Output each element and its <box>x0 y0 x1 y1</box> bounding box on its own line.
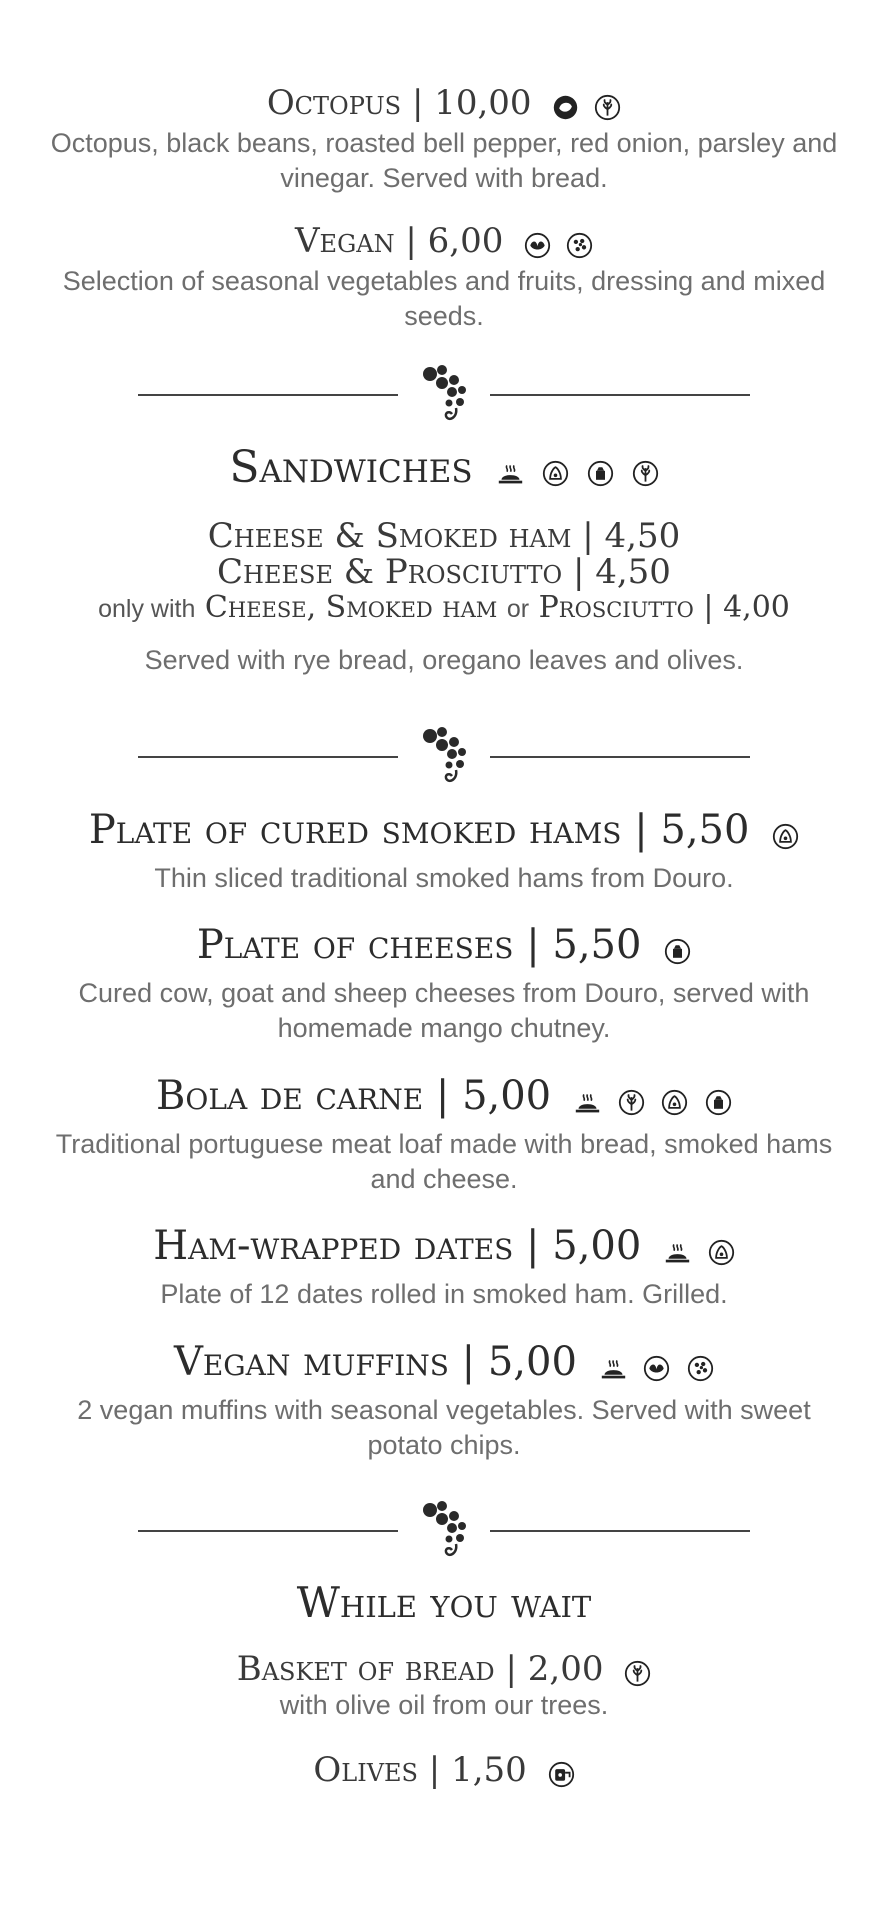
item-name: Cheese, Smoked ham <box>204 589 498 625</box>
separator: | <box>401 83 435 123</box>
option-prefix: only with <box>98 594 196 623</box>
allergen-icons <box>493 449 659 493</box>
mollusc-icon <box>552 94 579 121</box>
gluten-icon <box>618 1089 645 1116</box>
item-price: 2,00 <box>527 1649 604 1689</box>
divider-line <box>490 394 750 396</box>
gluten-icon <box>624 1660 651 1687</box>
item-title <box>0 1073 888 1119</box>
item-description: Octopus, black beans, roasted bell pepper, red onion, parsley and vinegar. Served with bread. <box>50 128 838 193</box>
meat-icon <box>542 460 569 487</box>
separator: | <box>394 221 428 261</box>
item-name: Plate of cheeses <box>196 922 514 968</box>
seeds-icon <box>566 232 593 259</box>
item-description: Served with rye bread, oregano leaves and olives. <box>144 644 744 675</box>
menu-item-smoked-hams <box>0 807 888 896</box>
item-price: 1,50 <box>451 1750 527 1790</box>
divider-line <box>138 394 398 396</box>
item-price: 4,50 <box>595 551 671 592</box>
divider-line <box>138 756 398 758</box>
hot-dish-icon <box>664 1239 691 1266</box>
menu-item-ham-wrapped-dates <box>0 1223 888 1312</box>
sandwich-option <box>0 589 888 625</box>
olive-icon <box>548 1761 575 1788</box>
item-name: Cheese & Prosciutto <box>217 551 563 592</box>
item-title <box>0 807 888 853</box>
item-price: 5,50 <box>660 807 750 853</box>
separator: | <box>513 922 553 968</box>
separator: | <box>423 1073 463 1119</box>
section-divider <box>0 1496 888 1566</box>
hot-dish-icon <box>600 1355 627 1382</box>
item-description: Selection of seasonal vegetables and fruits, dressing and mixed seeds. <box>62 266 826 331</box>
section-divider <box>0 722 888 792</box>
item-price: 5,00 <box>487 1339 577 1385</box>
gluten-icon <box>632 460 659 487</box>
item-name: Cheese & Smoked ham <box>207 515 572 556</box>
cheese-icon <box>664 938 691 965</box>
separator: | <box>448 1339 488 1385</box>
item-description: with olive oil from our trees. <box>279 1690 609 1720</box>
grapes-ornament-icon <box>412 360 476 430</box>
separator: | <box>513 1223 553 1269</box>
section-title <box>0 442 888 493</box>
cheese-icon <box>705 1089 732 1116</box>
section-title: While you wait <box>296 1578 592 1627</box>
item-price: 6,00 <box>427 221 504 261</box>
allergen-icons <box>544 1755 575 1789</box>
item-name: Bola de carne <box>156 1073 424 1119</box>
option-or: or <box>506 594 530 623</box>
divider-line <box>490 756 750 758</box>
meat-icon <box>708 1239 735 1266</box>
separator: | <box>621 807 661 853</box>
allergen-icons <box>596 1345 714 1385</box>
item-price: 5,00 <box>462 1073 552 1119</box>
separator: | <box>571 515 605 556</box>
item-name: Basket of bread <box>236 1649 495 1689</box>
item-name: Octopus <box>266 83 402 123</box>
item-description: Plate of 12 dates rolled in smoked ham. Grilled. <box>160 1279 728 1309</box>
sandwich-option <box>0 515 888 556</box>
section-title-text: Sandwiches <box>229 442 473 493</box>
sandwich-option <box>0 551 888 592</box>
item-price: 5,00 <box>552 1223 642 1269</box>
item-name: Ham-wrapped dates <box>153 1223 514 1269</box>
allergen-icons <box>768 813 799 853</box>
separator: | <box>693 589 724 625</box>
allergen-icons <box>620 1654 651 1688</box>
section-while-you-wait <box>0 1578 888 1790</box>
allergen-icons <box>660 1229 735 1269</box>
vegan-icon <box>524 232 551 259</box>
separator: | <box>494 1649 528 1689</box>
grapes-ornament-icon <box>412 722 476 792</box>
item-name: Vegan <box>295 221 395 261</box>
item-title <box>0 221 888 261</box>
allergen-icons <box>548 88 621 122</box>
item-description: Thin sliced traditional smoked hams from Douro. <box>154 863 734 893</box>
section-sandwiches <box>0 442 888 678</box>
gluten-icon <box>594 94 621 121</box>
item-price: 4,00 <box>723 589 790 625</box>
seeds-icon <box>687 1355 714 1382</box>
meat-icon <box>661 1089 688 1116</box>
menu-item-vegan-muffins <box>0 1339 888 1463</box>
item-title <box>0 1223 888 1269</box>
item-description: Traditional portuguese meat loaf made with bread, smoked hams and cheese. <box>55 1129 833 1194</box>
cheese-icon <box>587 460 614 487</box>
allergen-icons <box>660 928 691 968</box>
item-description: 2 vegan muffins with seasonal vegetables. Served with sweet potato chips. <box>77 1395 811 1460</box>
menu-item-vegan <box>0 221 888 334</box>
menu-item-olives <box>0 1750 888 1790</box>
hot-dish-icon <box>497 460 524 487</box>
menu-item-cheeses <box>0 922 888 1046</box>
item-title <box>0 83 888 123</box>
menu-item-octopus <box>0 83 888 196</box>
menu-item-basket-of-bread <box>0 1649 888 1689</box>
item-price: 10,00 <box>434 83 532 123</box>
item-price: 5,50 <box>552 922 642 968</box>
grapes-ornament-icon <box>412 1496 476 1566</box>
item-name: Prosciutto <box>538 589 694 625</box>
item-title <box>0 1339 888 1385</box>
separator: | <box>418 1750 452 1790</box>
divider-line <box>490 1530 750 1532</box>
divider-line <box>138 1530 398 1532</box>
vegan-icon <box>643 1355 670 1382</box>
menu-item-bola-de-carne <box>0 1073 888 1197</box>
meat-icon <box>772 823 799 850</box>
item-description: Cured cow, goat and sheep cheeses from Douro, served with homemade mango chutney. <box>78 978 810 1043</box>
allergen-icons <box>570 1079 732 1119</box>
item-price: 4,50 <box>604 515 681 556</box>
item-name: Olives <box>313 1750 418 1790</box>
item-title <box>0 922 888 968</box>
item-name: Vegan muffins <box>173 1339 449 1385</box>
separator: | <box>562 551 596 592</box>
section-divider <box>0 360 888 430</box>
item-name: Plate of cured smoked hams <box>88 807 622 853</box>
hot-dish-icon <box>574 1089 601 1116</box>
allergen-icons <box>520 226 593 260</box>
